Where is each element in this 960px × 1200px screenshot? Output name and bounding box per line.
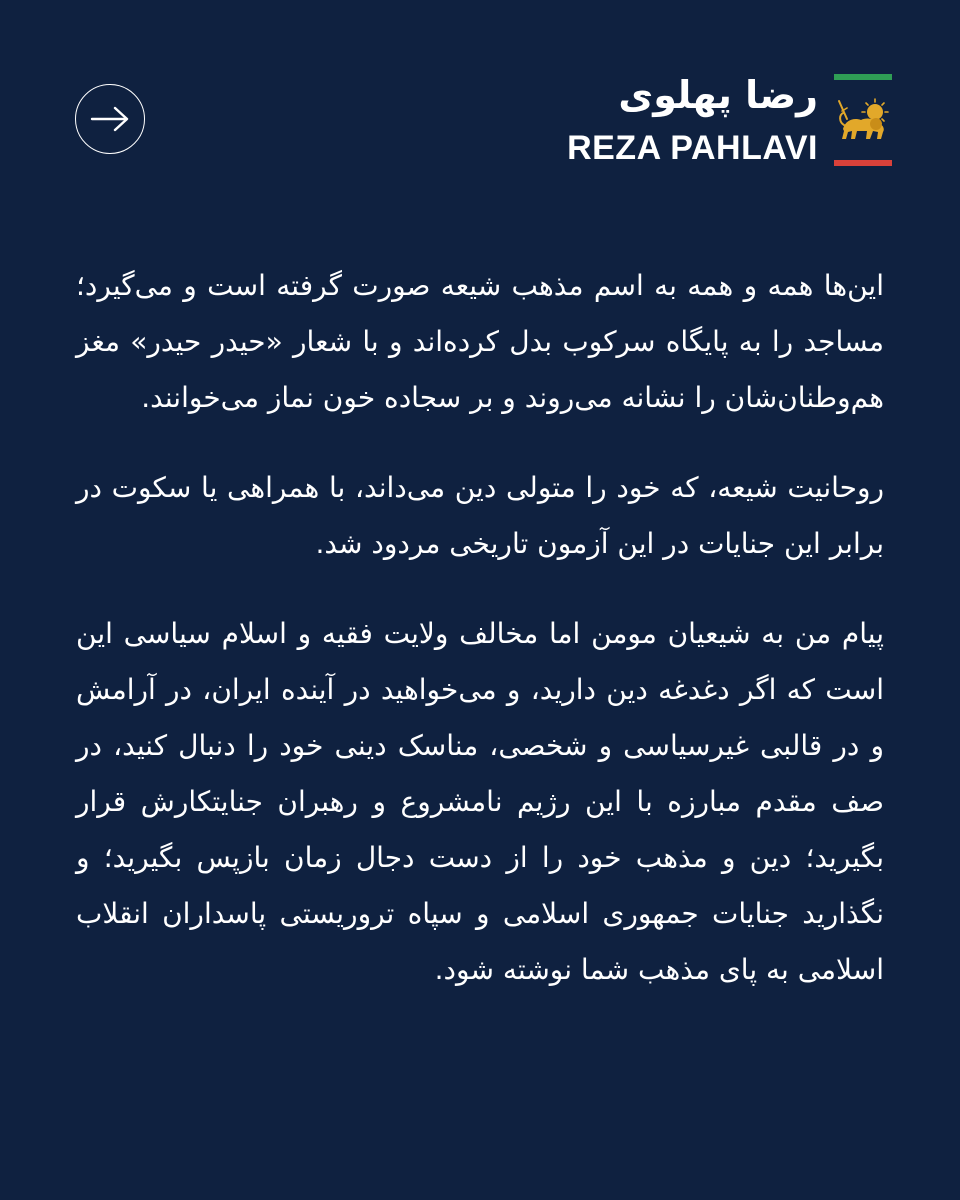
paragraph: پیام من به شیعیان مومن اما مخالف ولایت فقیه و اسلام سیاسی این است که اگر دغدغه دین دارید، و می‌خواهید در آینده ایران، در آرامش و در قالبی غیرسیاسی و شخصی، مناسک دینی خود را دنبال کنید، در صف مقدم مبارزه با این رژیم نامشروع و رهبران جنایتکارش قرار بگیرید؛ دین و مذهب خود را از دست دجال زمان بازپس بگیرید؛ و نگذارید جنایات جمهوری اسلامی و سپاه تروریستی پاسداران انقلاب اسلامی به پای مذهب شما نوشته شود.	[76, 617, 884, 986]
next-button[interactable]	[75, 84, 145, 154]
lion-and-sun-icon	[834, 80, 892, 160]
brand-logo	[567, 74, 892, 166]
logo-name-persian: رضا پهلوی	[618, 73, 818, 117]
paragraph: این‌ها همه و همه به اسم مذهب شیعه صورت گرفته است و می‌گیرد؛ مساجد را به پایگاه سرکوب بدل کرده‌اند و با شعار «حیدر حیدر» مغز هم‌وطنان‌شان را نشانه می‌روند و بر سجاده خون نماز می‌خوانند.	[76, 269, 884, 414]
emblem	[834, 74, 892, 166]
arrow-right-icon	[90, 106, 130, 132]
logo-text	[567, 74, 818, 166]
logo-name-english: REZA PAHLAVI	[567, 129, 818, 167]
statement-text	[76, 258, 884, 1032]
flag-red-stripe	[834, 160, 892, 166]
paragraph: روحانیت شیعه، که خود را متولی دین می‌داند، با همراهی یا سکوت در برابر این جنایات در این آزمون تاریخی مردود شد.	[76, 471, 884, 560]
